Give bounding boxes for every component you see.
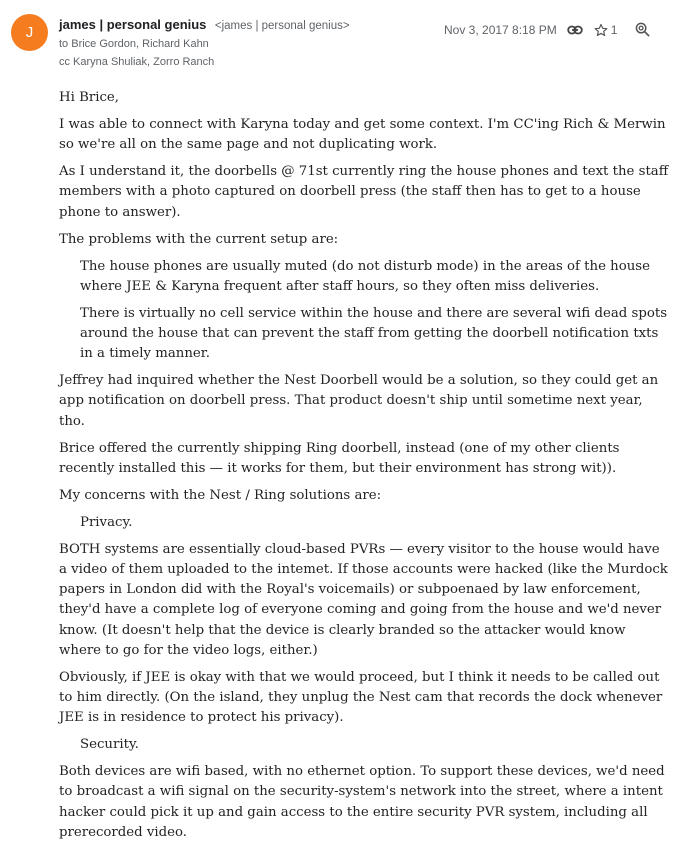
recipients-to: to Brice Gordon, Richard Kahn — [59, 38, 209, 50]
body-indented-paragraph: The house phones are usually muted (do not disturb mode) in the areas of the house where JEE & Karyna frequent after staff hours, so they often miss deliveries. — [80, 258, 651, 294]
body-paragraph: The problems with the current setup are: — [59, 231, 339, 247]
body-indented-paragraph: There is virtually no cell service within the house and there are several wifi dead spots around the house that can prevent the staff from getting the doorbell notification txts in a timely manner. — [80, 305, 668, 362]
body-paragraph: I was able to connect with Karyna today and get some context. I'm CC'ing Rich & Merwin so we're all on the same page and not duplicating work. — [59, 117, 666, 153]
star-button[interactable] — [594, 23, 618, 37]
body-paragraph: Obviously, if JEE is okay with that we would proceed, but I think it needs to be called out to him directly. (On the island, they unplug the Nest cam that records the dock whenever JEE is in residence to protect his privacy). — [59, 669, 663, 726]
body-paragraph: Both devices are wifi based, with no ethernet option. To support these devices, we'd need to broadcast a wifi signal on the security-system's network into the street, where a intent hacker could pick it up and gain access to the entire security PVR system, including all prerecorded video. — [59, 764, 665, 840]
recipients-cc: cc Karyna Shuliak, Zorro Ranch — [59, 56, 215, 68]
link-icon[interactable] — [567, 24, 583, 36]
email-header — [0, 0, 679, 80]
sender-line — [59, 16, 350, 34]
body-paragraph: Hi Brice, — [59, 90, 119, 105]
sender-name[interactable]: james | personal genius — [59, 17, 207, 32]
body-indented-paragraph: Privacy. — [80, 514, 133, 530]
body-paragraph: As I understand it, the doorbells @ 71st currently ring the house phones and text the staff members with a photo captured on doorbell press (the staff then has to get to a house phone to answer). — [59, 164, 669, 220]
avatar[interactable]: J — [11, 14, 48, 51]
search-zoom-icon[interactable] — [635, 22, 650, 37]
star-count: 1 — [610, 22, 618, 37]
sender-email: <james | personal genius> — [214, 20, 350, 32]
body-paragraph: BOTH systems are essentially cloud-based PVRs — every visitor to the house would have a video of them uploaded to the intemet. If those accounts were hacked (like the Murdock papers in London did with the Royal's voicemails) or subpoenaed by law enforcement, they'd have a complete log of everyone coming and going from the house and we'd never know. (It doesn't help that the device is clearly branded so the attacker would know where to go for the video logs, either.) — [59, 541, 668, 658]
email-body — [59, 88, 671, 850]
body-indented-paragraph: Security. — [80, 737, 139, 753]
message-meta — [444, 22, 650, 37]
message-date: Nov 3, 2017 8:18 PM — [444, 22, 557, 37]
body-paragraph: Jeffrey had inquired whether the Nest Doorbell would be a solution, so they could get an app notification on doorbell press. That product doesn't ship until sometime next year, tho. — [59, 373, 659, 429]
star-icon — [594, 23, 608, 37]
body-paragraph: My concerns with the Nest / Ring solutions are: — [59, 487, 382, 503]
body-paragraph: Brice offered the currently shipping Ring doorbell, instead (one of my other clients recently installed this — it works for them, but their environment has strong wit)). — [59, 440, 620, 476]
